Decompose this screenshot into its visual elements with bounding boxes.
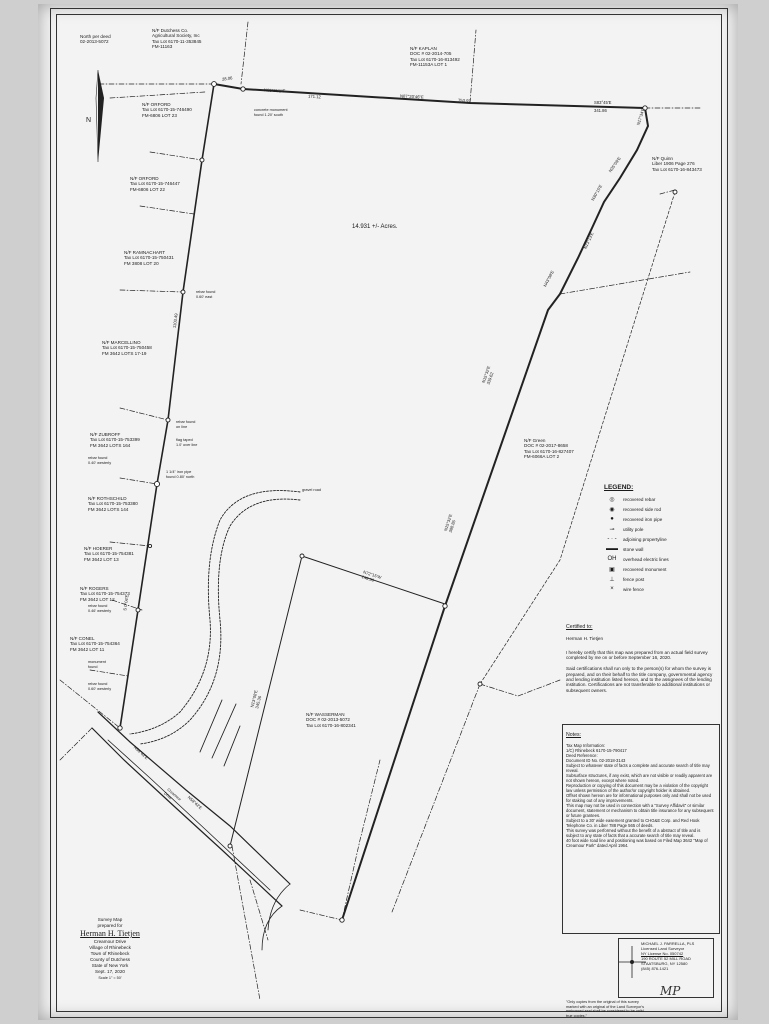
hatch-marks <box>200 700 240 766</box>
title-line: State of New York <box>91 963 129 968</box>
bearing-label: N13°08'E 345.36 <box>249 689 263 710</box>
side-rod-icon: ◉ <box>609 506 615 513</box>
annotation: 1 1/4" iron pipe found 0.80' north <box>166 470 195 479</box>
neighbor-label: N/F Dutchess Co. Agricultural Society, Inc Tax Lot 6170-11-353845 FM-11163 <box>152 28 202 50</box>
annotation: rebar found 0.40' westerly <box>88 456 112 465</box>
surveyor-title: Licensed Land Surveyor <box>641 946 685 951</box>
bearing-label: 28.06 <box>221 75 233 82</box>
legend-item: - · - adjoining propertyline <box>604 534 716 544</box>
bearing-label: S 0°04'E <box>122 594 130 612</box>
road-edge-south <box>92 728 282 906</box>
neighbor-label: N/F ROGERS Tax Lot 6170-15-754373 FM 3642 LOT 12 <box>80 586 130 602</box>
surveyor-address: 190 ROUTE 52 MILL ROAD STAATSBURG, NY 12580 (845) 876-1421 <box>641 956 691 971</box>
disclaimer: "Only copies from the original of this survey marked with an original of the Land Surveyor's embossed seal shall be considered to be valid true copies." <box>566 1000 644 1018</box>
acreage-label: 14.931 +/- Acres. <box>352 224 398 230</box>
legend-item: ◎ recovered rebar <box>604 494 716 504</box>
certification-block <box>566 620 714 699</box>
bearing-label: N43°08'E <box>542 269 555 288</box>
road-center <box>108 740 270 890</box>
bearing-label: N58°42'E <box>186 794 204 811</box>
notes-title: Notes: <box>566 732 581 738</box>
legend-item: ◉ recovered side rod <box>604 504 716 514</box>
bearing-label: 753.97 <box>457 97 471 104</box>
neighbor-label: N/F Quinn Liber 1906 Page 276 Tax Lot 6170-16-843473 <box>652 156 702 172</box>
title-block <box>60 917 160 981</box>
neighbor-label: N/F ZUBROFF Tax Lot 6170-15-753399 FM 3642 LOTS 164 <box>90 432 140 448</box>
wire-fence-icon: × <box>610 586 614 592</box>
bearing-label: N17°34'E <box>635 107 646 126</box>
title-line: Sept. 17, 2020 <box>95 969 125 974</box>
annotation: rebar found 0.60' east <box>196 290 216 299</box>
bearing-label: S83°45'E <box>594 100 612 105</box>
monument-icon: ▣ <box>609 566 615 573</box>
bearing-label: N35°09'E <box>607 155 622 174</box>
legend-item: ⊸ utility pole <box>604 524 716 534</box>
bearing-label: N58°42'E <box>132 744 150 761</box>
neighbor-label: N/F MARCELLINO Tax Lot 6170-15-750458 FM 3642 LOTS 17-19 <box>102 340 152 356</box>
bearing-label: N15°32'E 388.86 <box>442 513 457 534</box>
surveyor-signature: MP <box>660 984 681 998</box>
surveyor-license: NY License No. 050742 <box>641 951 684 956</box>
title-line: prepared for <box>97 923 123 928</box>
legend-item: ▣ recovered monument <box>604 564 716 574</box>
overhead-lines-icon: OH <box>607 556 617 562</box>
bearing-label: N30°15'E <box>590 183 604 202</box>
annotation: flag taped 1.0' over line <box>176 438 198 447</box>
inner-west-line <box>230 556 302 846</box>
utility-pole-icon: ⊸ <box>609 526 615 533</box>
bearing-label: 341.86 <box>594 108 607 113</box>
neighbor-label: N/F Green DOC # 02-2017-8658 Tax Lot 6170-16-827407 FM-6066A LOT 2 <box>524 438 574 460</box>
neighbor-label: N/F ROTHSCHILD Tax Lot 6170-15-753380 FM 3642 LOTS 144 <box>88 496 138 512</box>
neighbor-label: N/F KAPLAN DOC # 02-2014-705 Tax Lot 6170-16-813492 FM-11153A LOT 1 <box>410 46 460 68</box>
bearing-label: 1103.49 <box>171 313 179 329</box>
rebar-icon: ◎ <box>609 496 615 503</box>
legend <box>604 484 716 594</box>
fence-post-icon: ⊥ <box>609 576 615 583</box>
neighbor-label: N/F ORFORD Tax Lot 6170-15-746447 FM-6806 LOT 22 <box>130 176 180 192</box>
legend-item: ⊥ fence post <box>604 574 716 584</box>
title-line: Town of Rhinebeck <box>90 951 130 956</box>
title-line: Survey Map <box>97 917 123 922</box>
certified-to: Herman H. Tietjen <box>566 636 604 642</box>
legend-item: OH overhead electric lines <box>604 554 716 564</box>
legend-title: LEGEND: <box>604 484 634 491</box>
title-line: County of Dutchess <box>89 957 131 962</box>
legend-item: × wire fence <box>604 584 716 594</box>
title-line: Scale 1" = 50' <box>98 976 122 980</box>
client-name: Herman H. Tietjen <box>80 929 140 938</box>
bearing-label: N87°20'46"E <box>399 93 424 100</box>
annotation: gravel road <box>302 488 321 492</box>
notes-body: Tax Map Information: 1/C) Rhinebeck 6170-15-790417 Deed Reference: Document ID No. 02-2018-3143 Subject to whatever state of facts a complete and accurate search of title may reveal. Subsurface structures, if any exist, which are not visible or readily apparent are not shown hereon, except where noted. Reproduction or copying of this document may be a violation of the copyright law unless permission of the author/or copyright holder is obtained. Offset shown hereon are for informational purposes only and shall not be used for staking out of any improvements. This map may not be used in connection with a "Survey Affidavit" or similar document, statement or mechanism to obtain title insurance for any subsequent or future grantees. Subject to a 30' wide easement granted to CHG&E Corp. and Red Hook Telephone Co. in Liber 788 Page 565 of deeds. This survey was performed without the benefit of a abstract of title and is subject to any state of facts that a accurate search of title may reveal. 40 foot wide road line and positioning was based on Filed Map 3642 "Map of Creamour Park" dated April 1964. <box>566 743 714 848</box>
neighbor-label: N/F WASSERMAN DOC # 02-2013-5072 Tax Lot 6170-16-802341 <box>306 712 356 728</box>
legend-item: ● recovered iron pipe <box>604 514 716 524</box>
annotation: rebar found 0.60' westerly <box>88 682 112 691</box>
stone-wall-icon: ▬▬ <box>606 546 618 552</box>
annotation: rebar found 0.46' westerly <box>88 604 112 613</box>
notes-block <box>566 728 714 853</box>
neighbor-label: N/F HOERER Tax Lot 6170-15-754381 FM 3642 LOT 13 <box>84 546 134 562</box>
north-note: North per deed 02-2013-5072 <box>80 34 111 45</box>
legend-item: ▬▬ stone wall <box>606 546 644 552</box>
gravel-drive-2 <box>140 499 300 744</box>
bearing-label: N15°32'E 339.62 <box>480 365 495 386</box>
neighbor-label: N/F ORFORD Tax Lot 6170-15-746490 FM-6806 LOT 23 <box>142 102 192 118</box>
title-line: Village of Rhinebeck <box>89 945 131 950</box>
annotation: rebar found on line <box>176 420 196 429</box>
neighbor-label: N/F RAMNACHART Tax Lot 6170-15-750431 FM 3808 LOT 20 <box>124 250 174 266</box>
annotation: concrete monument found 1.20' south <box>254 108 288 117</box>
surveyor-name: MICHAEL J. PARRELLA, PLS <box>641 941 695 946</box>
title-line: Creamour Drive <box>93 939 127 944</box>
certified-title: Certified to: <box>566 624 593 631</box>
gravel-drive <box>130 491 300 734</box>
certified-body: I hereby certify that this map was prepared from an actual field survey completed by me on or before September 16, 2020. Said certifications shall run only to the person(s) for whom the survey is prepared, and on their behalf to the title company, governmental agency and lending institution listed hereon, and to the assignees of the lending institution. Certifications are not transferable to additional institutions or subsequent owners. <box>566 650 713 693</box>
property-line-icon: - · - <box>607 536 617 542</box>
east-wire-fence <box>480 192 675 684</box>
neighbor-label: N/F CONEL Tax Lot 6170-15-754364 FM 3642 LOT 11 <box>70 636 120 652</box>
svg-text:N: N <box>86 117 92 124</box>
bearing-label: N72°15'W 148.59 <box>360 569 382 584</box>
annotation: monument found <box>88 660 106 669</box>
road-curve <box>262 884 290 950</box>
bearing-label: 171.12 <box>307 93 321 100</box>
bearing-label: N23°13'E <box>582 231 595 250</box>
bearing-label: N89°21'1"E <box>263 87 286 94</box>
annotation: Creamour Drive <box>163 787 182 802</box>
iron-pipe-icon: ● <box>610 516 614 522</box>
